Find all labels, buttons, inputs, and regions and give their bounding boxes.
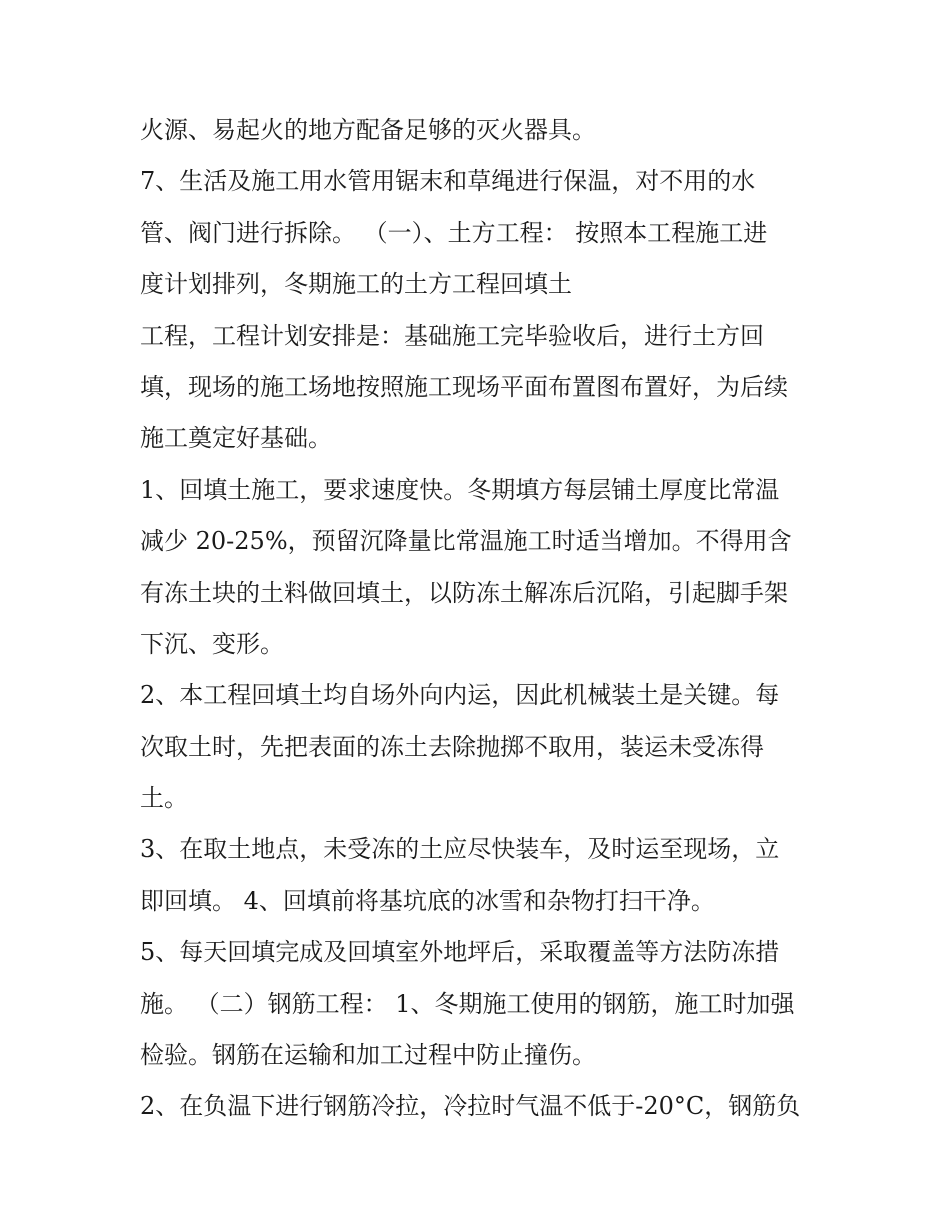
- text-line: 3、在取土地点，未受冻的土应尽快装车，及时运至现场，立: [140, 835, 780, 864]
- text-line: 有冻土块的土料做回填土，以防冻土解冻后沉陷，引起脚手架: [140, 578, 788, 607]
- text-line: 下沉、变形。: [140, 629, 284, 658]
- text-line: 5、每天回填完成及回填室外地坪后，采取覆盖等方法防冻措: [140, 938, 780, 967]
- text-line: 次取土时，先把表面的冻土去除抛掷不取用，装运未受冻得: [140, 732, 764, 761]
- text-line: 火源、易起火的地方配备足够的灭火器具。: [140, 116, 596, 144]
- text-line: 2、在负温下进行钢筋冷拉，冷拉时气温不低于-20°C，钢筋负: [140, 1092, 801, 1121]
- text-line: 减少 20-25%，预留沉降量比常温施工时适当增加。不得用含: [140, 527, 792, 556]
- document-body: [140, 110, 830, 1138]
- text-line: 填，现场的施工场地按照施工现场平面布置图布置好，为后续: [140, 372, 788, 401]
- text-line: 工程，工程计划安排是：基础施工完毕验收后，进行土方回: [140, 321, 764, 350]
- text-line: 7、生活及施工用水管用锯末和草绳进行保温，对不用的水: [140, 167, 756, 196]
- text-line: 施。 （二）钢筋工程： 1、冬期施工使用的钢筋，施工时加强: [140, 989, 795, 1018]
- text-line: 2、本工程回填土均自场外向内运，因此机械装土是关键。每: [140, 681, 780, 710]
- text-line: 管、阀门进行拆除。 （一）、土方工程： 按照本工程施工进: [140, 218, 768, 247]
- text-line: 检验。钢筋在运输和加工过程中防止撞伤。: [140, 1041, 596, 1070]
- text-line: 1、回填土施工，要求速度快。冬期填方每层铺土厚度比常温: [140, 475, 780, 504]
- text-line: 施工奠定好基础。: [140, 424, 332, 453]
- text-line: 度计划排列，冬期施工的土方工程回填土: [140, 270, 572, 299]
- text-line: 土。: [140, 784, 188, 813]
- text-line: 即回填。 4、回填前将基坑底的冰雪和杂物打扫干净。: [140, 886, 715, 915]
